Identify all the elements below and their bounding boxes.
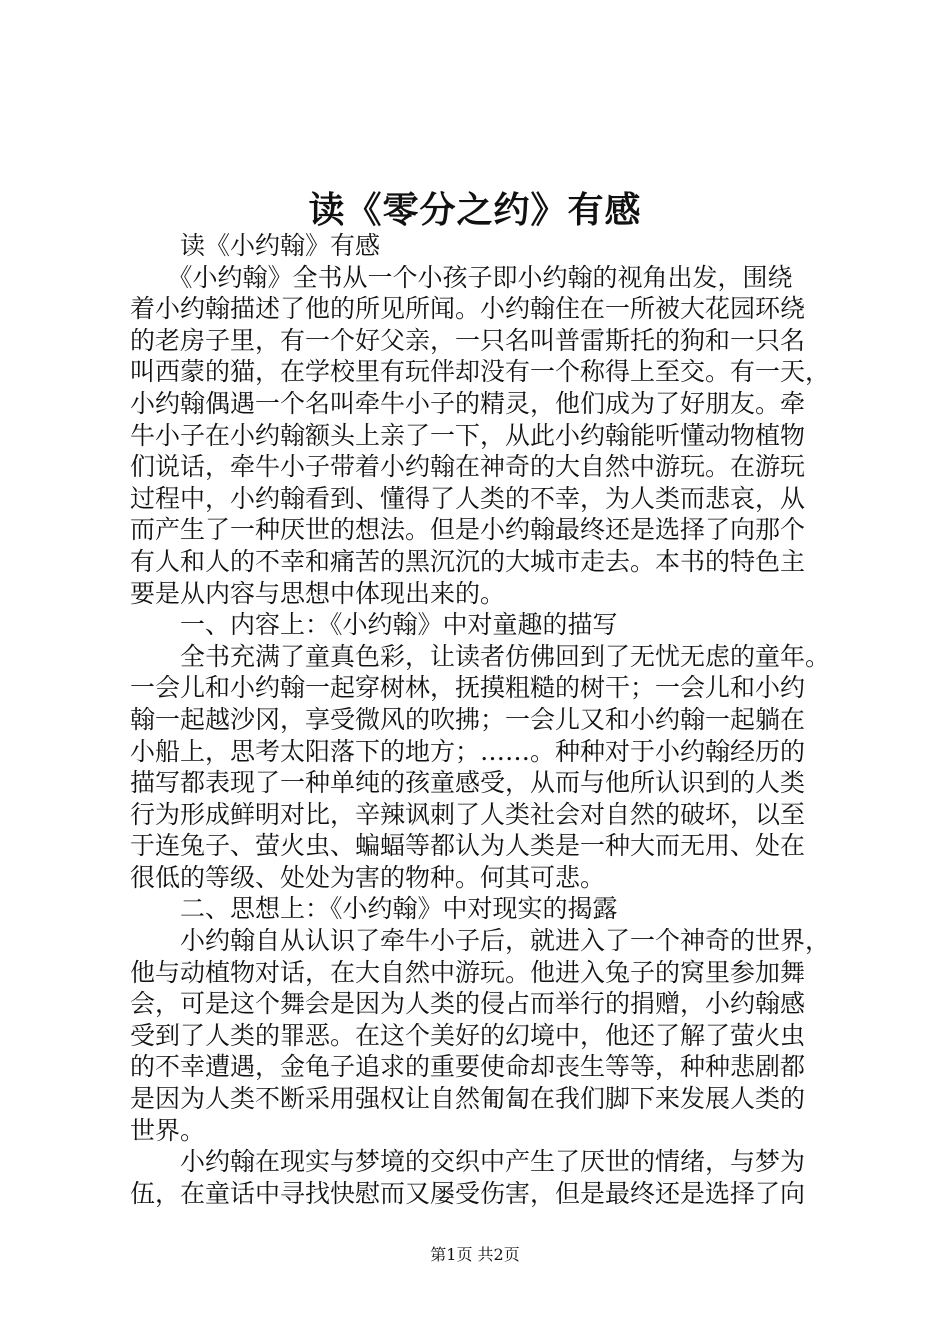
text-line: 小约翰偶遇一个名叫牵牛小子的精灵，他们成为了好朋友。牵 [130,388,806,418]
document-title: 读《零分之约》有感 [308,189,642,231]
text-line: 有人和人的不幸和痛苦的黑沉沉的大城市走去。本书的特色主 [130,546,806,576]
section-heading: 二、思想上：《小约翰》中对现实的揭露 [130,894,618,924]
text-line: 而产生了一种厌世的想法。但是小约翰最终还是选择了向那个 [130,515,806,545]
text-line: 行为形成鲜明对比，辛辣讽刺了人类社会对自然的破坏，以至 [130,799,806,829]
text-line: 是因为人类不断采用强权让自然匍匐在我们脚下来发展人类的 [130,1084,806,1114]
text-line: 小约翰在现实与梦境的交织中产生了厌世的情绪，与梦为 [130,1147,806,1177]
text-line: 叫西蒙的猫，在学校里有玩伴却没有一个称得上至交。有一天， [130,357,831,387]
text-line: 世界。 [130,1115,206,1145]
text-line: 要是从内容与思想中体现出来的。 [130,578,506,608]
text-line: 很低的等级、处处为害的物种。何其可悲。 [130,862,606,892]
text-line: 于连兔子、萤火虫、蝙蝠等都认为人类是一种大而无用、处在 [130,831,806,861]
page-footer: 第1页 共2页 [430,1245,520,1264]
text-line: 的不幸遭遇，金龟子追求的重要使命却丧生等等，种种悲剧都 [130,1052,806,1082]
text-line: 牛小子在小约翰额头上亲了一下，从此小约翰能听懂动物植物 [130,420,806,450]
text-line: 过程中，小约翰看到、懂得了人类的不幸，为人类而悲哀，从 [130,483,806,513]
text-line: 小船上，思考太阳落下的地方；……。种种对于小约翰经历的 [130,736,806,766]
text-line: 翰一起越沙冈，享受微风的吹拂；一会儿又和小约翰一起躺在 [130,704,806,734]
section-heading: 一、内容上：《小约翰》中对童趣的描写 [130,610,618,640]
text-line: 的老房子里，有一个好父亲，一只名叫普雷斯托的狗和一只名 [130,325,806,355]
text-line: 全书充满了童真色彩，让读者仿佛回到了无忧无虑的童年。 [130,641,831,671]
text-line: 一会儿和小约翰一起穿树林，抚摸粗糙的树干；一会儿和小约 [130,673,806,703]
text-line: 们说话，牵牛小子带着小约翰在神奇的大自然中游玩。在游玩 [130,452,806,482]
text-line: 着小约翰描述了他的所见所闻。小约翰住在一所被大花园环绕 [130,294,806,324]
text-line: 小约翰自从认识了牵牛小子后，就进入了一个神奇的世界， [130,926,831,956]
text-line: 伍，在童话中寻找快慰而又屡受伤害，但是最终还是选择了向 [130,1178,806,1208]
text-line: 受到了人类的罪恶。在这个美好的幻境中，他还了解了萤火虫 [130,1020,806,1050]
text-line: 会，可是这个舞会是因为人类的侵占而举行的捐赠，小约翰感 [130,989,806,1019]
text-line: 描写都表现了一种单纯的孩童感受，从而与他所认识到的人类 [130,768,806,798]
text-line: 《小约翰》全书从一个小孩子即小约翰的视角出发，围绕 [130,262,793,292]
text-line: 读《小约翰》有感 [130,231,381,260]
document-body [130,230,832,1209]
text-line: 他与动植物对话，在大自然中游玩。他进入兔子的窝里参加舞 [130,957,806,987]
